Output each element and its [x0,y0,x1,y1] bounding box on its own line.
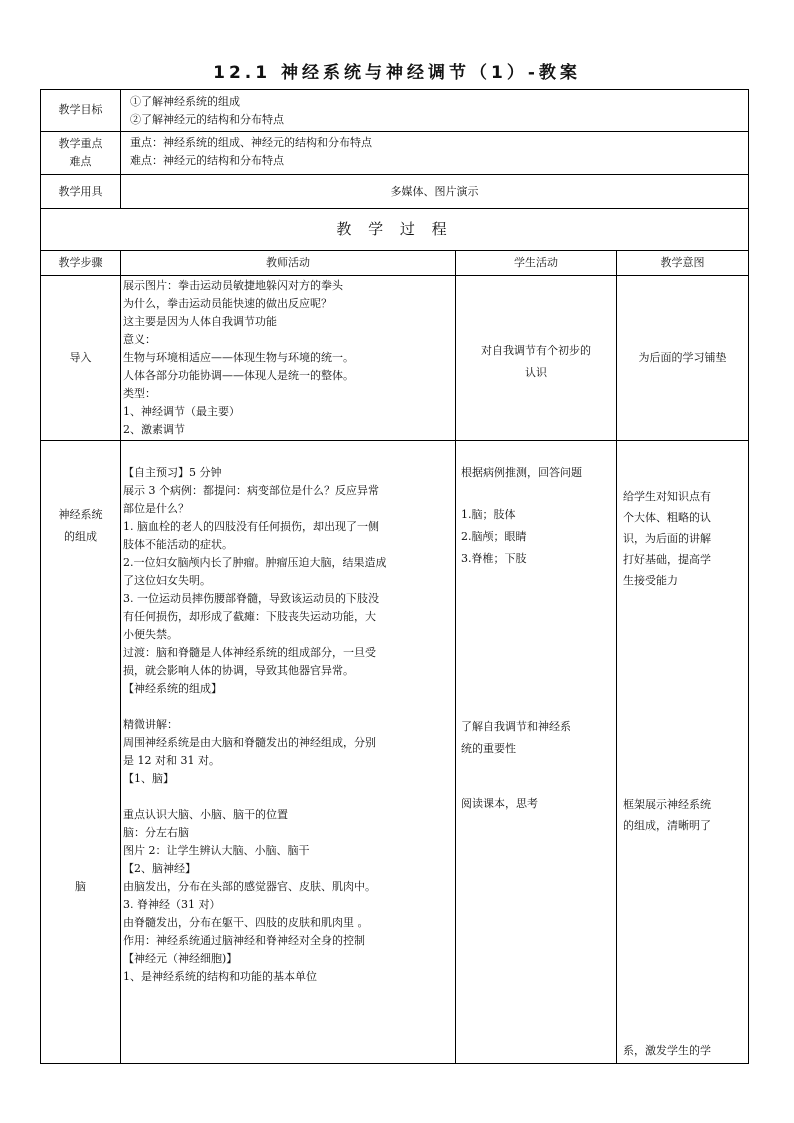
column-header: 教师活动 [266,256,310,269]
text-line: 过渡：脑和脊髓是人体神经系统的组成部分，一旦受 [123,646,376,659]
text-line: 肢体不能活动的症状。 [123,538,233,551]
text-line: 精微讲解： [123,718,178,731]
text-line: 图片 2：让学生辨认大脑、小脑、脑干 [123,844,310,857]
text-line: 部位是什么？ [123,502,189,515]
step-intro: 导入 [69,351,92,364]
objective-item: ①了解神经系统的组成 [130,95,240,108]
key-point: 重点：神经系统的组成、神经元的结构和分布特点 [130,136,372,149]
teacher-activity-intro [123,277,453,439]
page-title: 12.1 神经系统与神经调节（1）-教案 [213,63,581,83]
text-line: 由脑发出，分布在头部的感觉器官、皮肤、肌肉中。 [123,880,376,893]
text-line: 为什么，拳击运动员能快速的做出反应呢？ [123,297,332,310]
text-line: 重点认识大脑、小脑、脑干的位置 [123,808,288,821]
text-line: 展示图片：拳击运动员敏捷地躲闪对方的拳头 [123,279,343,292]
text-line: 3. 脊神经（31 对） [123,898,221,911]
text-line: 人体各部分功能协调——体现人是统一的整体。 [123,369,354,382]
tools-label: 教学用具 [58,185,103,198]
text-line: 小便失禁。 [123,628,178,641]
key-points-content [130,134,730,170]
text-line: 这主要是因为人体自我调节功能 [123,315,277,328]
text-line [123,788,455,806]
column-header: 学生活动 [514,256,558,269]
intent-framework: 框架展示神经系统 的组成，清晰明了 [623,798,711,832]
text-line: 【自主预习】5 分钟 [123,466,222,479]
text-line: 类型： [123,387,156,400]
text-line: 脑：分左右脑 [123,826,189,839]
text-line: 3. 一位运动员摔伤腰部脊髓，导致该运动员的下肢没 [123,592,379,605]
text-line: 由脊髓发出，分布在躯干、四肢的皮肤和肌肉里 。 [123,916,369,929]
text-line: 2.一位妇女脑颅内长了肿瘤。肿瘤压迫大脑，结果造成 [123,556,387,569]
text-line: 生物与环境相适应——体现生物与环境的统一。 [123,351,354,364]
text-line: 1、神经调节（最主要） [123,405,240,418]
objective-item: ②了解神经元的结构和分布特点 [130,113,284,126]
text-line: 有任何损伤，却形成了截瘫：下肢丧失运动功能，大 [123,610,376,623]
text-line: 损，就会影响人体的协调，导致其他器官异常。 [123,664,354,677]
step-nervous-system: 神经系统 的组成 [58,508,103,543]
step-brain: 脑 [75,880,86,893]
teacher-activity-nervous-system [123,464,455,986]
text-line: 【神经系统的组成】 [123,682,222,695]
column-header: 教学意图 [660,256,705,269]
text-line: 了这位妇女失明。 [123,574,211,587]
intent-motivation: 系，激发学生的学 [623,1044,711,1057]
text-line: 【2、脑神经】 [123,862,196,875]
text-line: 2、激素调节 [123,423,185,436]
difficult-point: 难点：神经元的结构和分布特点 [130,154,284,167]
intent-intro: 为后面的学习铺垫 [638,351,727,364]
text-line: 【神经元（神经细胞)】 [123,952,238,965]
objectives-label: 教学目标 [58,103,103,116]
lesson-plan-table [40,89,749,1064]
tools-value: 多媒体、图片演示 [390,185,479,198]
text-line: 周围神经系统是由大脑和脊髓发出的神经组成，分别 [123,736,376,749]
student-answer-prompt: 根据病例推测，回答问题 [461,466,582,479]
key-points-label: 教学重点 难点 [58,137,103,168]
objectives-list [130,93,730,129]
text-line: 1. 脑血栓的老人的四肢没有任何损伤，却出现了一侧 [123,520,379,533]
student-answers: 1.脑；肢体 2.脑颅；眼睛 3.脊椎；下肢 [461,508,527,565]
text-line: 意义： [123,333,156,346]
text-line: 【1、脑】 [123,772,174,785]
intent-foundation: 给学生对知识点有 个大体、粗略的认 识，为后面的讲解 打好基础，提高学 生接受能力 [623,490,711,587]
text-line [123,698,455,716]
text-line: 作用：神经系统通过脑神经和脊神经对全身的控制 [123,934,365,947]
column-header: 教学步骤 [58,256,103,269]
student-reading: 阅读课本，思考 [461,797,538,810]
text-line: 展示 3 个病例：都提问：病变部位是什么？反应异常 [123,484,379,497]
student-understanding: 了解自我调节和神经系 统的重要性 [461,720,571,755]
text-line: 1、是神经系统的结构和功能的基本单位 [123,970,317,983]
student-activity-intro: 对自我调节有个初步的 认识 [481,344,591,379]
process-title: 教 学 过 程 [336,220,453,238]
text-line: 是 12 对和 31 对。 [123,754,220,767]
